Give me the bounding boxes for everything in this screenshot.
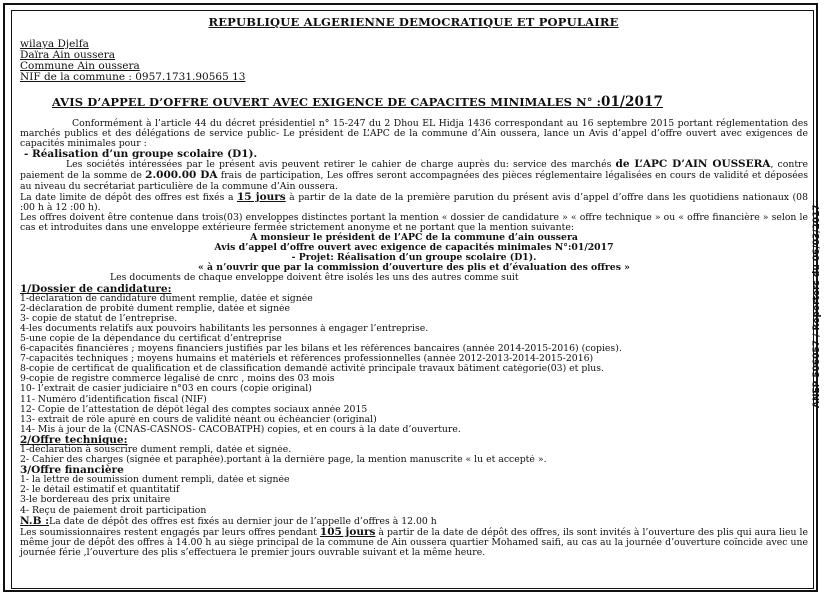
- technique-heading: 2/Offre technique:: [20, 433, 128, 446]
- technique-item: 2- Cahier des charges (signée et paraphée).portant à la dernière page, la mention manuscrite « lu et accepté ».: [20, 455, 547, 466]
- retrieval-text-a: Les sociétés intéressées par le présent avis peuvent retirer le cahier de charge auprès du: service des marchés: [66, 159, 616, 171]
- notice-inner-frame: [11, 10, 814, 589]
- envelope-line-5: Les documents de chaque enveloppe doivent être isolés les uns des autres comme suit: [110, 272, 519, 284]
- wilaya-line: wilaya Djelfa: [20, 38, 89, 50]
- avis-number: 01/2017: [601, 94, 663, 110]
- envelope-line-1: A monsieur le président de l’APC de la commune d’ain oussera: [250, 232, 578, 244]
- publication-credit: ANEP 506057 / Reporters du 06/03/2017: [812, 204, 822, 408]
- nif-line: NIF de la commune : 0957.1731.90565 13: [20, 71, 246, 83]
- dossier-item: 5-une copie de la dépendance du certificat d’entreprise: [20, 333, 282, 344]
- apc-name: de L’APC D’AIN OUSSERA: [615, 158, 771, 171]
- dossier-item: 3- copie de statut de l’entreprise.: [20, 313, 178, 324]
- dossier-item: 11- Numéro d’identification fiscal (NIF): [20, 394, 207, 405]
- financiere-heading: 3/Offre financière: [20, 464, 124, 477]
- financiere-item: 1- la lettre de soumission dument rempli, datée et signée: [20, 475, 290, 486]
- project-line: - Réalisation d’un groupe scolaire (D1).: [24, 148, 258, 161]
- retrieval-text-e: frais de participation, Les offres seront accompagnées des pièces réglementaire légalisées en cours de validité et déposées au niveau du secrétariat particulière de la commune d’Ain oussera.: [20, 170, 808, 192]
- financiere-item: 3-le bordereau des prix unitaire: [20, 495, 171, 506]
- dossier-item: 1-déclaration de candidature dument remplie, datée et signée: [20, 293, 313, 304]
- validity-text-c: à partir de la date de dépôt des offres, ils sont invités à l’ouverture des plis qui aura lieu le même jour de dépôt des offres à 14.00 h au siège principal de la commune de Ain oussera quartier Mohamed saifi, au cas au la journée d’ouverture coïncide avec une journée férie ,l’ouverture des plis s’effectuera le premier jours ouvrable suivant et la même heure.: [20, 526, 809, 558]
- dossier-item: 4-les documents relatifs aux pouvoirs habilitants les personnes à engager l’entreprise.: [20, 323, 429, 334]
- dossier-item: 12- Copie de l’attestation de dépôt légal des comptes sociaux année 2015: [20, 404, 368, 415]
- nb-text: La date de dépôt des offres est fixés au dernier jour de l’appelle d’offres à 12.00 h: [49, 515, 437, 527]
- validity-paragraph: [20, 527, 808, 558]
- intro-paragraph: Conformément à l’article 44 du décret présidentiel n° 15-247 du 2 Dhou EL Hidja 1436 correspondant au 16 septembre 2015 portant réglementation des marchés publics et des délégations de service public- Le président de L’APC de la commune d’Ain oussera, lance un Avis d’appel d’offre ouvert avec exigences de capacités minimales pour :: [20, 118, 808, 150]
- fee-amount: 2.000.00 DA: [145, 169, 218, 182]
- deadline-text-c: à partir de la date de la première parution du présent avis d’appel d’offre dans les quotidiens nationaux (08 :00 h à 12 :00 h).: [20, 191, 809, 213]
- validity-days: 105 jours: [319, 525, 376, 538]
- daira-line: Daïra Ain oussera: [20, 49, 116, 61]
- deadline-days: 15 jours: [236, 190, 286, 203]
- retrieval-paragraph: [20, 159, 808, 191]
- commune-line: Commune Ain oussera: [20, 60, 140, 72]
- dossier-heading: 1/Dossier de candidature:: [20, 282, 172, 295]
- dossier-item: 8-copie de certificat de qualification et de classification demandé activité principale travaux bâtiment catégorie(03) et plus.: [20, 364, 605, 375]
- avis-title: [52, 94, 792, 110]
- envelope-line-2: Avis d’appel d’offre ouvert avec exigence de capacités minimales N°:01/2017: [214, 242, 614, 254]
- nb-paragraph: [20, 516, 808, 527]
- envelope-line-3: - Projet: Réalisation d’un groupe scolaire (D1).: [291, 252, 537, 264]
- avis-title-text: AVIS D’APPEL D’OFFRE OUVERT AVEC EXIGENCE DE CAPACITES MINIMALES N° :: [52, 95, 601, 109]
- notice-frame: [3, 3, 818, 592]
- issuer-block: [20, 39, 245, 83]
- dossier-item: 2-déclaration de probité dument remplie, datée et signée: [20, 303, 291, 314]
- technique-item: 1-déclaration à souscrire dument rempli, datée et signée.: [20, 445, 292, 455]
- deadline-text-a: La date limite de dépôt des offres est fixés a: [20, 191, 237, 203]
- deadline-paragraph: [20, 192, 808, 213]
- retrieval-text-c: , contre paiement de la somme de: [20, 159, 808, 182]
- dossier-item: 14- Mis à jour de la (CNAS-CASNOS- CACOBATPH) copies, et en cours à la date d’ouverture.: [20, 424, 461, 435]
- nb-label: N.B :: [20, 514, 49, 527]
- financiere-item: 2- le détail estimatif et quantitatif: [20, 485, 180, 496]
- validity-text-a: Les soumissionnaires restent engagés par leurs offres pendant: [20, 526, 320, 538]
- dossier-item: 6-capacités financières ; moyens financiers justifiés par les bilans et les références bancaires (année 2014-2015-2016) (copies).: [20, 344, 622, 355]
- dossier-item: 13- extrait de rôle apuré en cours de validité néant ou échéancier (original): [20, 414, 377, 425]
- notice-body: [20, 119, 808, 558]
- financiere-item: 4- Reçu de paiement droit participation: [20, 505, 207, 516]
- dossier-item: 7-capacités techniques ; moyens humains et matériels et références professionnelles (année 2012-2013-2014-2015-2016): [20, 354, 594, 365]
- dossier-item: 10- l’extrait de casier judiciaire n°03 en cours (copie original): [20, 384, 312, 395]
- dossier-item: 9-copie de registre commerce légalisé de cnrc , moins des 03 mois: [20, 374, 335, 385]
- republic-header: REPUBLIQUE ALGERIENNE DEMOCRATIQUE ET POPULAIRE: [208, 15, 619, 29]
- envelopes-paragraph: Les offres doivent être contenue dans trois(03) enveloppes distinctes portant la mention « dossier de candidature » « offre technique » ou « offre financière » selon le cas et introduites dans une enveloppe extérieure fermée strictement anonyme et ne portant que la mention suivante:: [20, 211, 808, 233]
- envelope-line-4: « à n’ouvrir que par la commission d’ouverture des plis et d’évaluation des offres »: [198, 262, 630, 274]
